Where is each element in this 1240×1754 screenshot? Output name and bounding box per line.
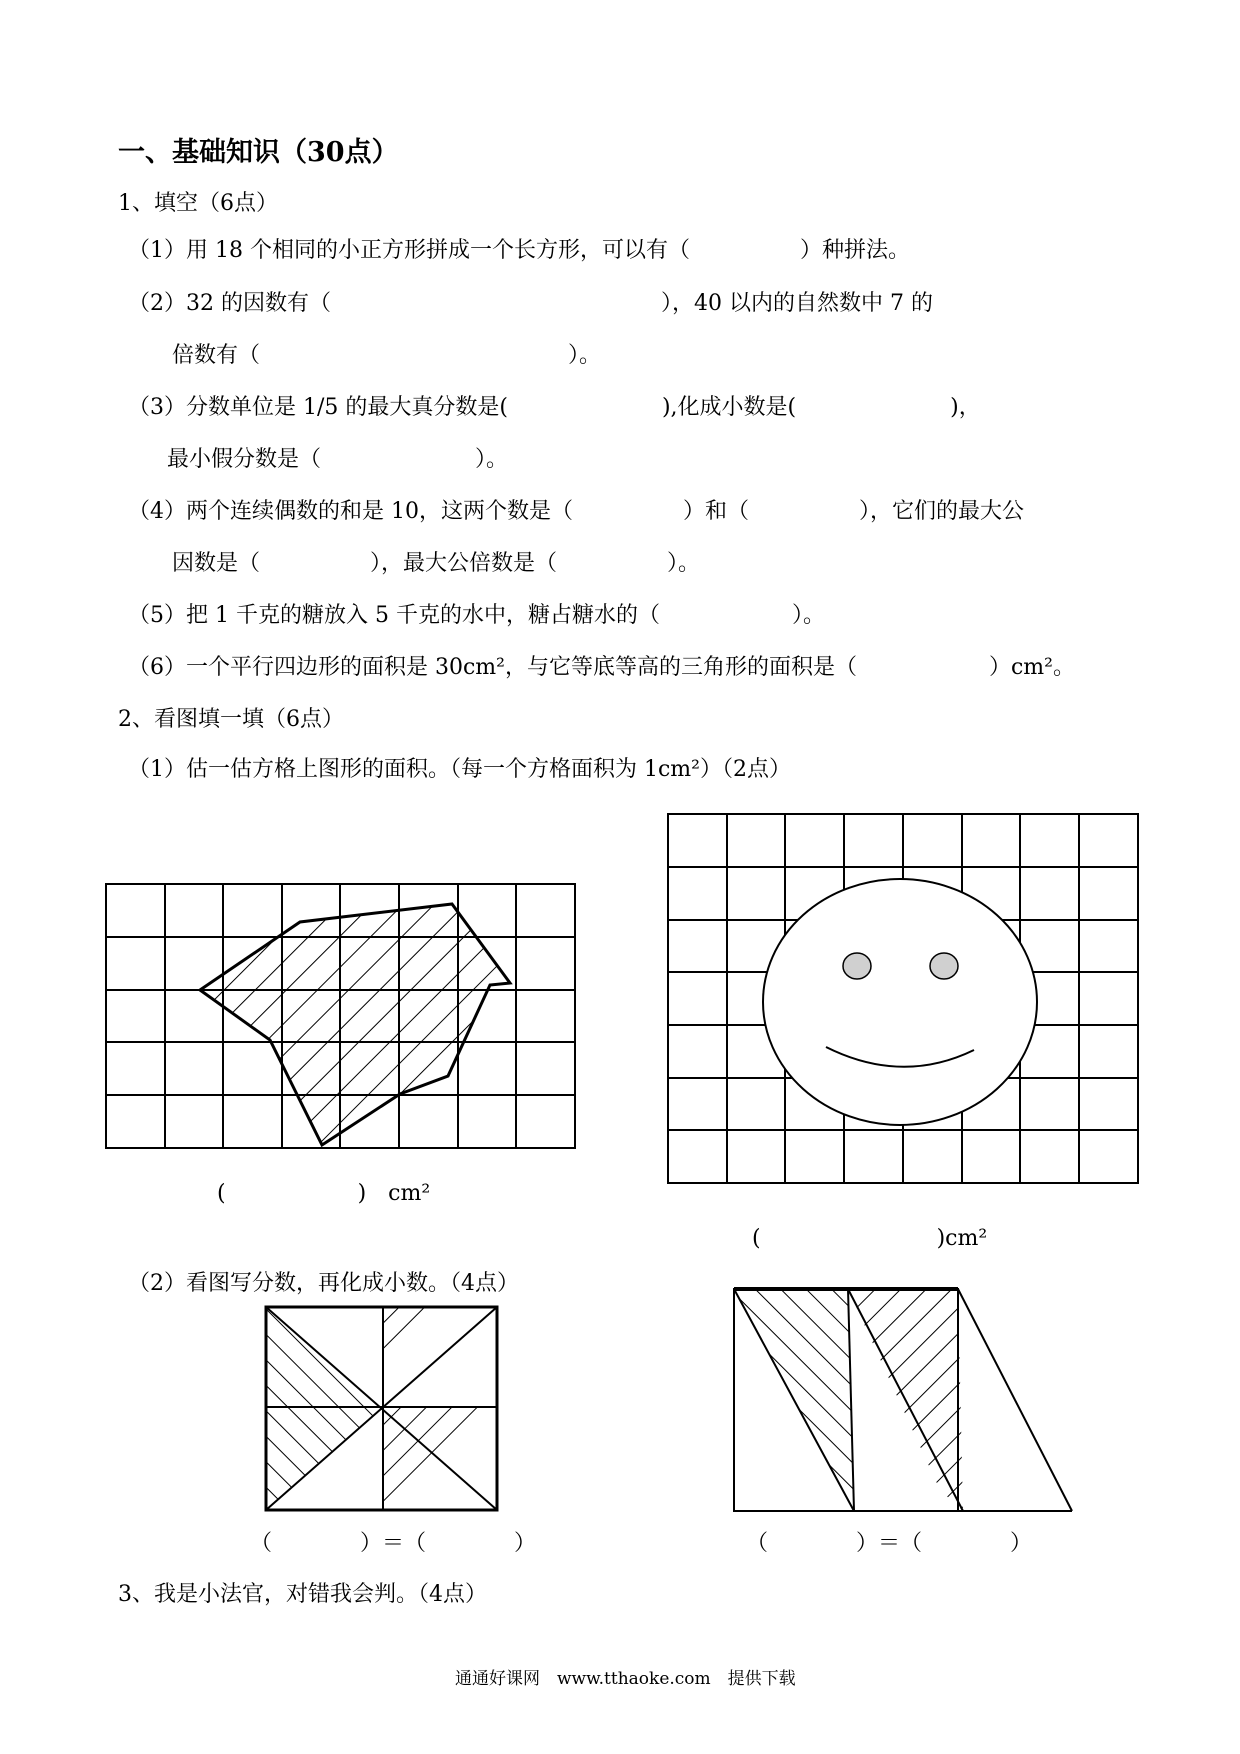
q2-heading: 2、看图填一填（6点）: [118, 707, 344, 732]
q2-part2-title: （2）看图写分数，再化成小数。（4点）: [128, 1271, 519, 1296]
smiley-face: [763, 879, 1037, 1125]
hatched-polygon: [200, 904, 510, 1145]
footer-credit: 通通好课网 www.tthaoke.com 提供下载: [455, 1669, 796, 1689]
q1-item-6: （6）一个平行四边形的面积是 30cm²，与它等底等高的三角形的面积是（ ）cm²。: [128, 655, 1075, 680]
q1-item-5: （5）把 1 千克的糖放入 5 千克的水中，糖占糖水的（ ）。: [128, 603, 825, 628]
q1-heading: 1、填空（6点）: [118, 191, 278, 216]
answer-fraction-right[interactable]: （ ）＝（ ）: [746, 1531, 1033, 1556]
q1-item-2: （2）32 的因数有（ ），40 以内的自然数中 7 的: [128, 291, 933, 316]
q1-item-2-cont: 倍数有（ ）。: [172, 343, 602, 368]
q1-item-1: （1）用 18 个相同的小正方形拼成一个长方形，可以有（ ）种拼法。: [128, 238, 910, 263]
q1-item-4: （4）两个连续偶数的和是 10，这两个数是（ ）和（ ），它们的最大公: [128, 499, 1024, 524]
q1-item-4-cont: 因数是（ ），最大公倍数是（ ）。: [172, 551, 701, 576]
q1-item-3: （3）分数单位是 1/5 的最大真分数是( ),化成小数是( )，: [128, 395, 981, 420]
pinwheel-square: [266, 1307, 497, 1510]
q2-part1-title: （1）估一估方格上图形的面积。（每一个方格面积为 1cm²）（2点）: [128, 757, 791, 782]
answer-left-area[interactable]: ( ) cm²: [217, 1181, 431, 1206]
q3-heading: 3、我是小法官，对错我会判。（4点）: [118, 1582, 487, 1607]
answer-fraction-left[interactable]: （ ）＝（ ）: [250, 1531, 537, 1556]
q1-item-3-cont: 最小假分数是（ ）。: [167, 447, 509, 472]
section-title: 一、基础知识（30点）: [118, 137, 399, 168]
answer-right-area[interactable]: ( )cm²: [752, 1226, 988, 1251]
strip-figure: [734, 1289, 1072, 1511]
